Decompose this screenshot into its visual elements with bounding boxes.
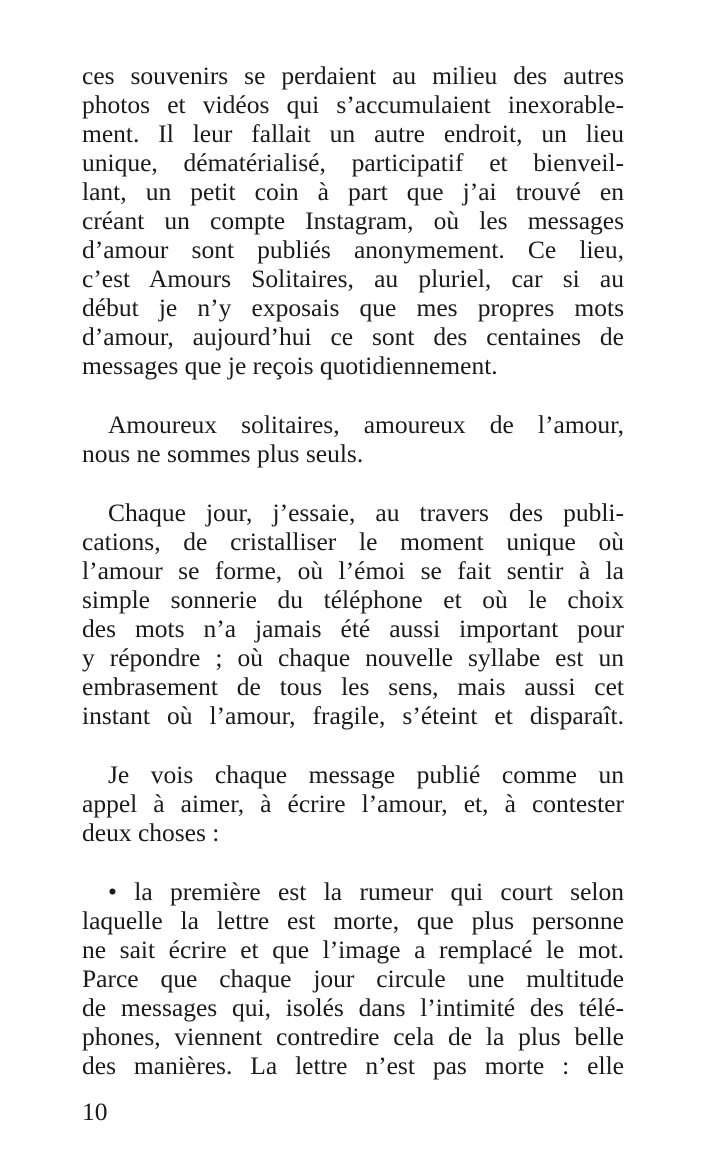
paragraph-3 xyxy=(82,498,624,730)
text-line: laquelle la lettre est morte, que plus personne xyxy=(82,906,624,935)
text-line: embrasement de tous les sens, mais aussi cet xyxy=(82,672,624,701)
text-line: ces souvenirs se perdaient au milieu des autres xyxy=(82,61,624,90)
text-line: simple sonnerie du téléphone et où le choix xyxy=(82,585,624,614)
text-line: lant, un petit coin à part que j’ai trouvé en xyxy=(82,177,624,206)
text-line: nous ne sommes plus seuls. xyxy=(82,439,364,468)
text-line: c’est Amours Solitaires, au pluriel, car si au xyxy=(82,264,624,293)
bullet-paragraph xyxy=(82,877,624,1080)
text-line: appel à aimer, à écrire l’amour, et, à contester xyxy=(82,789,624,818)
text-line: ne sait écrire et que l’image a remplacé le mot. xyxy=(82,935,624,964)
text-line: photos et vidéos qui s’accumulaient inexorable- xyxy=(82,90,624,119)
text-line: cations, de cristalliser le moment unique où xyxy=(82,527,624,556)
text-line: Chaque jour, j’essaie, au travers des publi- xyxy=(108,498,624,527)
text-line: phones, viennent contredire cela de la plus belle xyxy=(82,1022,624,1051)
text-line: des manières. La lettre n’est pas morte : elle xyxy=(82,1051,624,1080)
text-line: d’amour, aujourd’hui ce sont des centaines de xyxy=(82,322,624,351)
page-number: 10 xyxy=(82,1097,108,1126)
text-line: début je n’y exposais que mes propres mots xyxy=(82,293,624,322)
text-line: créant un compte Instagram, où les messages xyxy=(82,206,624,235)
text-line: de messages qui, isolés dans l’intimité des télé- xyxy=(82,993,624,1022)
text-line: Parce que chaque jour circule une multitude xyxy=(82,964,624,993)
paragraph-1 xyxy=(82,61,624,380)
text-line: Je vois chaque message publié comme un xyxy=(108,760,624,789)
paragraph-4 xyxy=(82,760,624,847)
text-line: deux choses : xyxy=(82,818,220,847)
page-body xyxy=(82,61,624,1080)
text-line: Amoureux solitaires, amoureux de l’amour, xyxy=(108,410,624,439)
text-line: unique, dématérialisé, participatif et bienveil- xyxy=(82,148,624,177)
text-line: messages que je reçois quotidiennement. xyxy=(82,351,498,380)
text-line: l’amour se forme, où l’émoi se fait sentir à la xyxy=(82,556,624,585)
text-line: instant où l’amour, fragile, s’éteint et disparaît. xyxy=(82,701,624,730)
text-line: des mots n’a jamais été aussi important pour xyxy=(82,614,624,643)
text-line: • la première est la rumeur qui court selon xyxy=(108,877,624,906)
text-line: d’amour sont publiés anonymement. Ce lieu, xyxy=(82,235,624,264)
text-line: y répondre ; où chaque nouvelle syllabe est un xyxy=(82,643,624,672)
paragraph-2 xyxy=(82,410,624,468)
text-line: ment. Il leur fallait un autre endroit, un lieu xyxy=(82,119,624,148)
